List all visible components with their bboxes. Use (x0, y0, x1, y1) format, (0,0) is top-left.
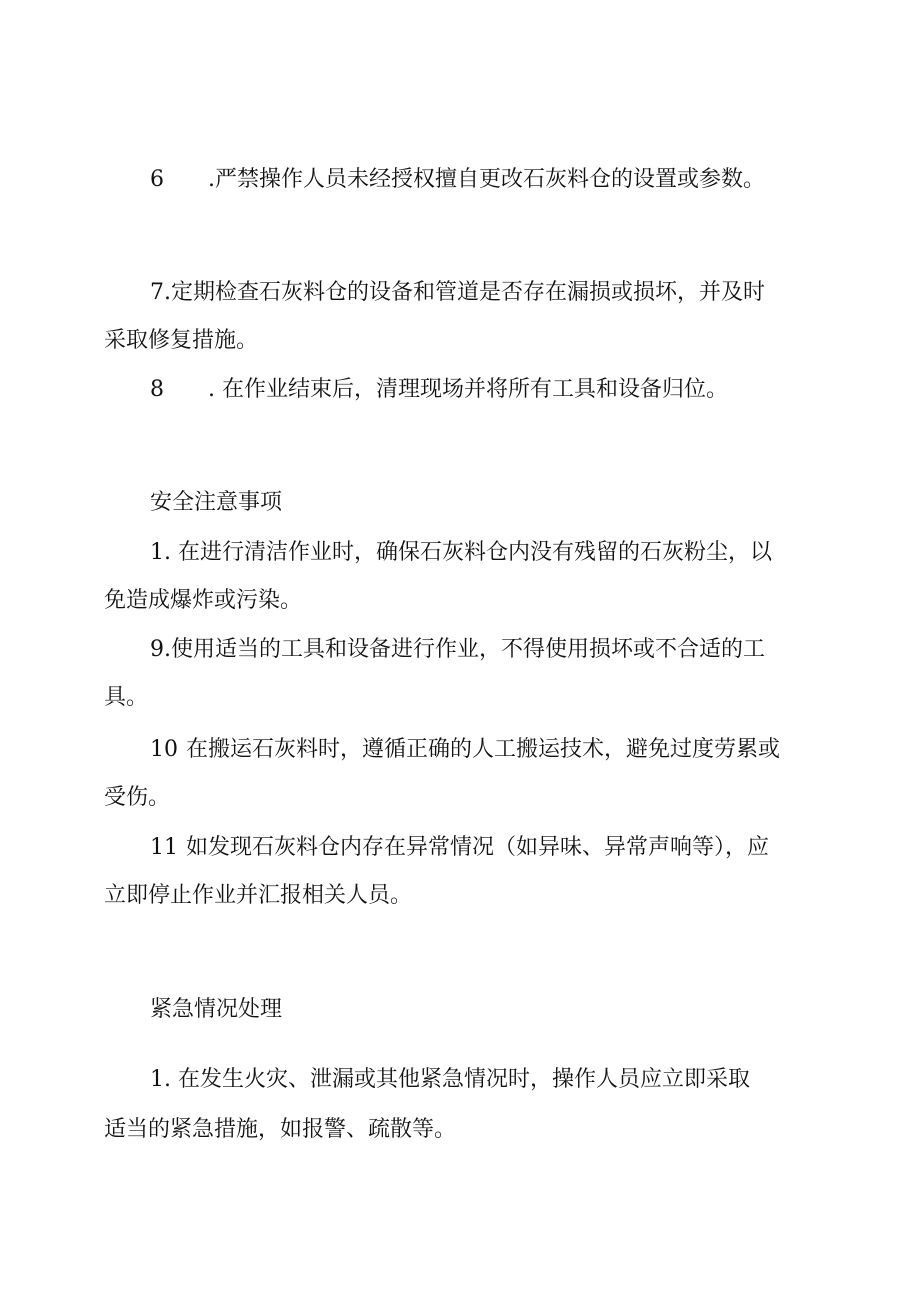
item-number: 11 (150, 835, 178, 860)
item-number: 8 (150, 377, 164, 402)
item-number: 7 (150, 280, 164, 305)
item-text: .严禁操作人员未经授权擅自更改石灰料仓的设置或参数。 (208, 167, 765, 192)
safety-item-1-line-2: 免造成爆炸或污染。 (104, 588, 303, 613)
item-text: .使用适当的工具和设备进行作业，不得使用损坏或不合适的工 (164, 637, 765, 662)
safety-item-10-line-1 (150, 735, 780, 765)
emergency-item-1-line-2: 适当的紧急措施，如报警、疏散等。 (104, 1117, 457, 1142)
item-number: 9 (150, 637, 164, 662)
list-item-7-line-1 (150, 278, 765, 308)
item-text: .定期检查石灰料仓的设备和管道是否存在漏损或损坏，并及时 (164, 280, 765, 305)
safety-item-10-line-2: 受伤。 (104, 785, 171, 810)
section-heading-safety: 安全注意事项 (150, 490, 283, 515)
safety-item-9-line-2: 具。 (104, 685, 149, 710)
list-item-6 (150, 165, 765, 195)
item-number: 6 (150, 167, 164, 192)
safety-item-11-line-1 (150, 833, 769, 863)
item-text: 在搬运石灰料时，遵循正确的人工搬运技术，避免过度劳累或 (186, 737, 781, 762)
item-text: . 在作业结束后，清理现场并将所有工具和设备归位。 (208, 377, 728, 402)
item-text: 如发现石灰料仓内存在异常情况（如异味、异常声响等），应 (186, 835, 770, 860)
emergency-item-1-line-1: 1. 在发生火灾、泄漏或其他紧急情况时，操作人员应立即采取 (150, 1067, 750, 1092)
safety-item-11-line-2: 立即停止作业并汇报相关人员。 (104, 883, 413, 908)
section-heading-emergency: 紧急情况处理 (150, 997, 283, 1022)
safety-item-1-line-1: 1. 在进行清洁作业时，确保石灰料仓内没有残留的石灰粉尘，以 (150, 540, 772, 565)
safety-item-9-line-1 (150, 635, 765, 665)
list-item-7-line-2: 采取修复措施。 (104, 328, 259, 353)
item-number: 10 (150, 737, 178, 762)
list-item-8 (150, 375, 728, 405)
